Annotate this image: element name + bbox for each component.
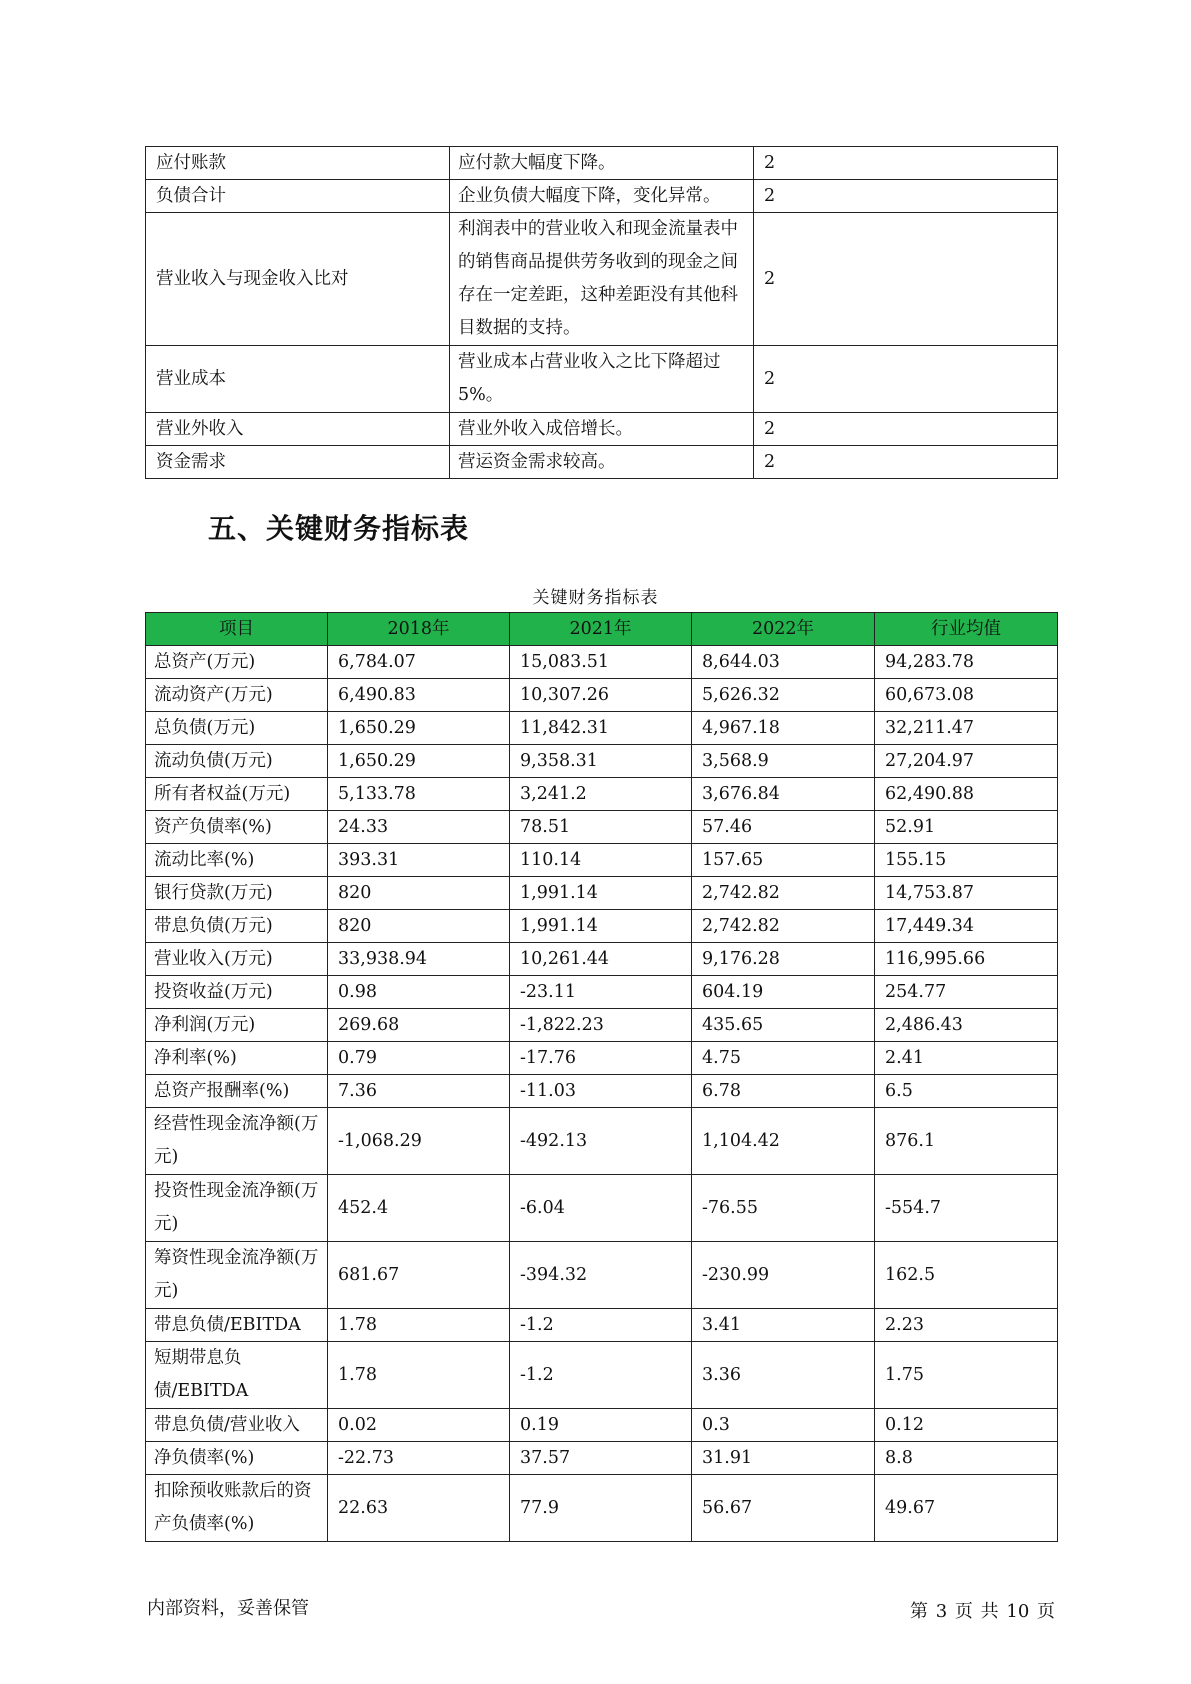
table-row xyxy=(146,646,1058,679)
indicator-value: -230.99 xyxy=(692,1242,875,1309)
risk-item: 营业外收入 xyxy=(146,413,450,446)
indicator-value: 3.36 xyxy=(692,1342,875,1409)
indicator-value: 77.9 xyxy=(510,1475,692,1542)
indicator-label: 所有者权益(万元) xyxy=(146,778,328,811)
indicator-value: 820 xyxy=(328,910,510,943)
indicator-value: 681.67 xyxy=(328,1242,510,1309)
column-header-2021: 2021年 xyxy=(510,613,692,646)
indicator-value: 17,449.34 xyxy=(875,910,1058,943)
indicator-value: 876.1 xyxy=(875,1108,1058,1175)
table-row xyxy=(146,778,1058,811)
risk-score: 2 xyxy=(754,446,1058,479)
indicator-value: -1.2 xyxy=(510,1342,692,1409)
table-row xyxy=(146,346,1058,413)
indicator-value: 6.78 xyxy=(692,1075,875,1108)
risk-description: 营业成本占营业收入之比下降超过5%。 xyxy=(450,346,754,413)
indicator-value: 62,490.88 xyxy=(875,778,1058,811)
indicator-value: 269.68 xyxy=(328,1009,510,1042)
indicator-value: 1,650.29 xyxy=(328,712,510,745)
risk-item: 营业收入与现金收入比对 xyxy=(146,213,450,346)
risk-score: 2 xyxy=(754,147,1058,180)
indicator-value: 393.31 xyxy=(328,844,510,877)
table-row xyxy=(146,1042,1058,1075)
table-row xyxy=(146,1475,1058,1542)
indicator-value: 31.91 xyxy=(692,1442,875,1475)
indicator-value: 1.78 xyxy=(328,1342,510,1409)
indicator-value: 1.78 xyxy=(328,1309,510,1342)
indicator-value: 57.46 xyxy=(692,811,875,844)
indicator-value: 2,742.82 xyxy=(692,877,875,910)
risk-indicator-table xyxy=(145,146,1058,479)
indicator-value: 2.23 xyxy=(875,1309,1058,1342)
indicator-value: 1,104.42 xyxy=(692,1108,875,1175)
indicator-value: -1,068.29 xyxy=(328,1108,510,1175)
indicator-value: -492.13 xyxy=(510,1108,692,1175)
indicator-value: 452.4 xyxy=(328,1175,510,1242)
risk-description: 企业负债大幅度下降，变化异常。 xyxy=(450,180,754,213)
table-row xyxy=(146,180,1058,213)
indicator-label: 带息负债(万元) xyxy=(146,910,328,943)
indicator-value: 9,176.28 xyxy=(692,943,875,976)
indicator-value: 157.65 xyxy=(692,844,875,877)
indicator-value: 6.5 xyxy=(875,1075,1058,1108)
indicator-value: 604.19 xyxy=(692,976,875,1009)
indicator-value: 37.57 xyxy=(510,1442,692,1475)
risk-item: 负债合计 xyxy=(146,180,450,213)
indicator-value: 1,991.14 xyxy=(510,910,692,943)
column-header-item: 项目 xyxy=(146,613,328,646)
risk-description: 应付款大幅度下降。 xyxy=(450,147,754,180)
indicator-value: -17.76 xyxy=(510,1042,692,1075)
indicator-label: 净负债率(%) xyxy=(146,1442,328,1475)
indicator-value: 820 xyxy=(328,877,510,910)
table-row xyxy=(146,712,1058,745)
table-row xyxy=(146,1442,1058,1475)
indicator-value: 254.77 xyxy=(875,976,1058,1009)
indicator-label: 资产负债率(%) xyxy=(146,811,328,844)
indicator-value: 1,650.29 xyxy=(328,745,510,778)
table-row xyxy=(146,413,1058,446)
table-caption: 关键财务指标表 xyxy=(532,588,659,608)
indicator-value: -23.11 xyxy=(510,976,692,1009)
indicator-value: 0.3 xyxy=(692,1409,875,1442)
indicator-value: 8,644.03 xyxy=(692,646,875,679)
indicator-value: 4,967.18 xyxy=(692,712,875,745)
indicator-value: 3,676.84 xyxy=(692,778,875,811)
indicator-value: 78.51 xyxy=(510,811,692,844)
indicator-label: 带息负债/营业收入 xyxy=(146,1409,328,1442)
table-row xyxy=(146,1009,1058,1042)
table-row xyxy=(146,213,1058,346)
indicator-label: 流动负债(万元) xyxy=(146,745,328,778)
table-header-row xyxy=(146,613,1058,646)
indicator-value: 52.91 xyxy=(875,811,1058,844)
table-row xyxy=(146,1242,1058,1309)
indicator-label: 流动比率(%) xyxy=(146,844,328,877)
column-header-industry-avg: 行业均值 xyxy=(875,613,1058,646)
indicator-label: 营业收入(万元) xyxy=(146,943,328,976)
table-row xyxy=(146,745,1058,778)
indicator-value: 116,995.66 xyxy=(875,943,1058,976)
indicator-label: 带息负债/EBITDA xyxy=(146,1309,328,1342)
indicator-value: 2,742.82 xyxy=(692,910,875,943)
table-row xyxy=(146,910,1058,943)
indicator-value: 3,568.9 xyxy=(692,745,875,778)
indicator-label: 经营性现金流净额(万元) xyxy=(146,1108,328,1175)
indicator-value: 14,753.87 xyxy=(875,877,1058,910)
indicator-label: 总资产报酬率(%) xyxy=(146,1075,328,1108)
indicator-label: 净利润(万元) xyxy=(146,1009,328,1042)
indicator-value: 0.02 xyxy=(328,1409,510,1442)
indicator-label: 筹资性现金流净额(万元) xyxy=(146,1242,328,1309)
indicator-value: 60,673.08 xyxy=(875,679,1058,712)
table-row xyxy=(146,943,1058,976)
table-row xyxy=(146,1075,1058,1108)
indicator-value: 33,938.94 xyxy=(328,943,510,976)
table-row xyxy=(146,1409,1058,1442)
table-row xyxy=(146,1309,1058,1342)
indicator-value: 162.5 xyxy=(875,1242,1058,1309)
table-row xyxy=(146,976,1058,1009)
indicator-value: 0.98 xyxy=(328,976,510,1009)
risk-score: 2 xyxy=(754,180,1058,213)
indicator-value: 11,842.31 xyxy=(510,712,692,745)
indicator-value: 0.79 xyxy=(328,1042,510,1075)
indicator-value: -1.2 xyxy=(510,1309,692,1342)
risk-item: 资金需求 xyxy=(146,446,450,479)
indicator-value: -554.7 xyxy=(875,1175,1058,1242)
risk-description: 营运资金需求较高。 xyxy=(450,446,754,479)
indicator-value: 94,283.78 xyxy=(875,646,1058,679)
risk-description: 利润表中的营业收入和现金流量表中的销售商品提供劳务收到的现金之间存在一定差距，这种差距没有其他科目数据的支持。 xyxy=(450,213,754,346)
indicator-value: 3,241.2 xyxy=(510,778,692,811)
indicator-label: 银行贷款(万元) xyxy=(146,877,328,910)
risk-score: 2 xyxy=(754,346,1058,413)
column-header-2022: 2022年 xyxy=(692,613,875,646)
indicator-label: 短期带息负债/EBITDA xyxy=(146,1342,328,1409)
indicator-value: 2.41 xyxy=(875,1042,1058,1075)
risk-score: 2 xyxy=(754,413,1058,446)
column-header-2018: 2018年 xyxy=(328,613,510,646)
risk-description: 营业外收入成倍增长。 xyxy=(450,413,754,446)
indicator-value: -1,822.23 xyxy=(510,1009,692,1042)
indicator-label: 扣除预收账款后的资产负债率(%) xyxy=(146,1475,328,1542)
indicator-label: 流动资产(万元) xyxy=(146,679,328,712)
indicator-value: 3.41 xyxy=(692,1309,875,1342)
indicator-value: 1.75 xyxy=(875,1342,1058,1409)
indicator-value: 435.65 xyxy=(692,1009,875,1042)
indicator-value: 22.63 xyxy=(328,1475,510,1542)
indicator-label: 投资性现金流净额(万元) xyxy=(146,1175,328,1242)
risk-item: 营业成本 xyxy=(146,346,450,413)
indicator-label: 投资收益(万元) xyxy=(146,976,328,1009)
risk-item: 应付账款 xyxy=(146,147,450,180)
indicator-value: 2,486.43 xyxy=(875,1009,1058,1042)
footer-page-number: 第 3 页 共 10 页 xyxy=(910,1601,1055,1622)
table-row xyxy=(146,679,1058,712)
indicator-value: 7.36 xyxy=(328,1075,510,1108)
indicator-value: 6,784.07 xyxy=(328,646,510,679)
table-row xyxy=(146,1175,1058,1242)
indicator-value: 49.67 xyxy=(875,1475,1058,1542)
indicator-label: 总资产(万元) xyxy=(146,646,328,679)
indicator-value: -22.73 xyxy=(328,1442,510,1475)
indicator-value: 15,083.51 xyxy=(510,646,692,679)
indicator-value: 24.33 xyxy=(328,811,510,844)
table-row xyxy=(146,1108,1058,1175)
indicator-value: 1,991.14 xyxy=(510,877,692,910)
indicator-value: 8.8 xyxy=(875,1442,1058,1475)
table-row xyxy=(146,1342,1058,1409)
indicator-value: -6.04 xyxy=(510,1175,692,1242)
indicator-value: 5,626.32 xyxy=(692,679,875,712)
table-row xyxy=(146,844,1058,877)
indicator-value: 155.15 xyxy=(875,844,1058,877)
indicator-value: -11.03 xyxy=(510,1075,692,1108)
indicator-value: 110.14 xyxy=(510,844,692,877)
indicator-value: 27,204.97 xyxy=(875,745,1058,778)
indicator-value: 56.67 xyxy=(692,1475,875,1542)
indicator-value: -394.32 xyxy=(510,1242,692,1309)
table-row xyxy=(146,811,1058,844)
table-row xyxy=(146,446,1058,479)
section-heading: 五、关键财务指标表 xyxy=(208,512,470,545)
table-row xyxy=(146,147,1058,180)
financial-table-body xyxy=(146,646,1058,1542)
indicator-label: 总负债(万元) xyxy=(146,712,328,745)
indicator-value: -76.55 xyxy=(692,1175,875,1242)
indicator-value: 6,490.83 xyxy=(328,679,510,712)
indicator-value: 5,133.78 xyxy=(328,778,510,811)
indicator-value: 32,211.47 xyxy=(875,712,1058,745)
indicator-value: 0.19 xyxy=(510,1409,692,1442)
indicator-value: 0.12 xyxy=(875,1409,1058,1442)
financial-indicator-table xyxy=(145,612,1058,1542)
table-row xyxy=(146,877,1058,910)
indicator-value: 4.75 xyxy=(692,1042,875,1075)
risk-score: 2 xyxy=(754,213,1058,346)
indicator-value: 10,307.26 xyxy=(510,679,692,712)
indicator-label: 净利率(%) xyxy=(146,1042,328,1075)
indicator-value: 10,261.44 xyxy=(510,943,692,976)
indicator-value: 9,358.31 xyxy=(510,745,692,778)
footer-confidential-note: 内部资料，妥善保管 xyxy=(147,1598,309,1619)
